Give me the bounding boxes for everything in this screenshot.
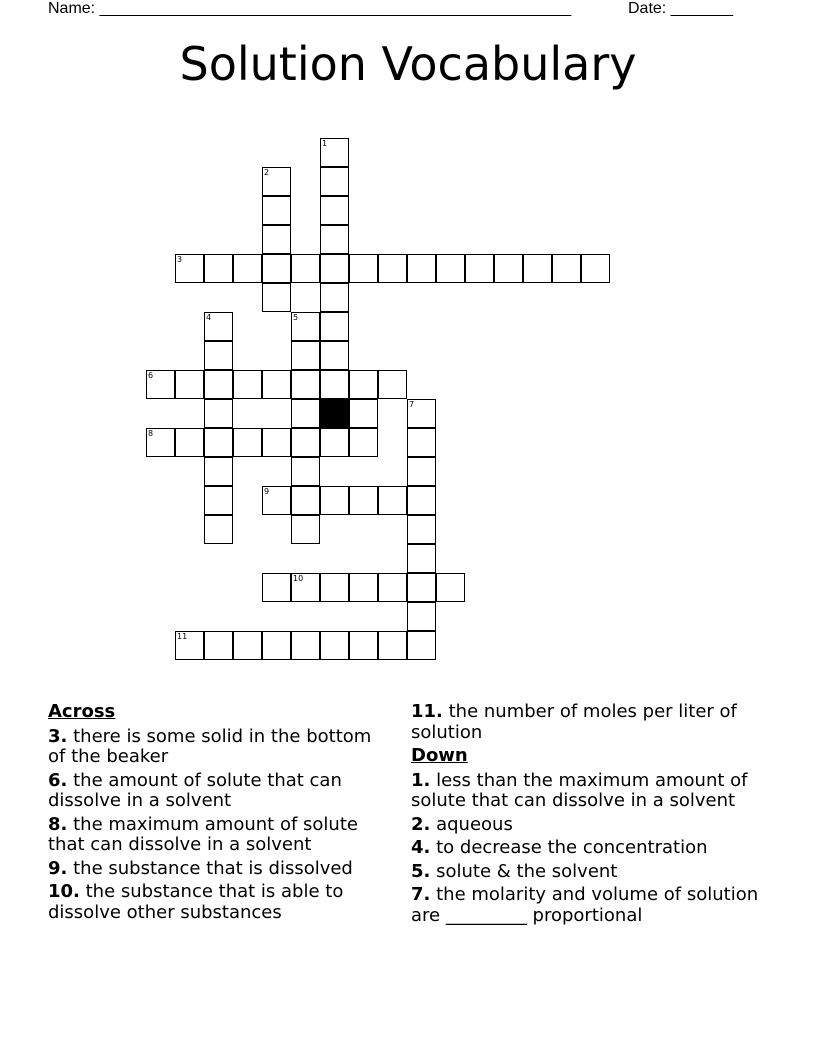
crossword-cell[interactable]	[407, 602, 436, 631]
crossword-cell[interactable]	[204, 341, 233, 370]
cell-number: 3	[177, 255, 183, 264]
clue-text: the substance that is able to dissolve other substances	[48, 881, 344, 923]
crossword-cell[interactable]	[349, 254, 378, 283]
crossword-cell[interactable]	[581, 254, 610, 283]
crossword-cell[interactable]	[262, 225, 291, 254]
crossword-cell[interactable]	[262, 631, 291, 660]
crossword-cell[interactable]	[349, 486, 378, 515]
clue-across-10	[48, 882, 388, 923]
clue-down-4	[411, 838, 771, 859]
crossword-cell[interactable]	[204, 486, 233, 515]
cell-number: 1	[322, 139, 328, 148]
crossword-cell[interactable]	[262, 370, 291, 399]
clue-number: 2.	[411, 813, 431, 835]
crossword-cell[interactable]	[349, 573, 378, 602]
crossword-cell[interactable]	[378, 486, 407, 515]
crossword-cell[interactable]	[291, 428, 320, 457]
clue-text: the maximum amount of solute that can dissolve in a solvent	[48, 813, 358, 855]
cell-number: 9	[264, 487, 270, 496]
clues-left-column	[48, 702, 388, 926]
crossword-cell[interactable]	[204, 312, 233, 341]
cell-number: 5	[293, 313, 299, 322]
crossword-cell[interactable]	[291, 399, 320, 428]
crossword-cell[interactable]	[262, 428, 291, 457]
clue-number: 5.	[411, 860, 431, 882]
crossword-cell[interactable]	[494, 254, 523, 283]
crossword-cell[interactable]	[349, 428, 378, 457]
clue-number: 10.	[48, 881, 80, 902]
crossword-cell[interactable]	[291, 486, 320, 515]
cell-number: 6	[148, 371, 154, 380]
clue-across-8	[48, 815, 388, 856]
crossword-cell[interactable]	[262, 486, 291, 515]
cell-number: 2	[264, 168, 270, 177]
crossword-cell[interactable]	[146, 370, 175, 399]
crossword-cell[interactable]	[204, 515, 233, 544]
crossword-cell[interactable]	[320, 486, 349, 515]
crossword-cell[interactable]	[407, 399, 436, 428]
cell-number: 8	[148, 429, 154, 438]
across-heading: Across	[48, 701, 116, 722]
clue-across-9	[48, 859, 388, 880]
crossword-cell[interactable]	[407, 515, 436, 544]
crossword-cell[interactable]	[320, 138, 349, 167]
crossword-cell[interactable]	[204, 631, 233, 660]
clue-text: solute & the solvent	[430, 860, 618, 882]
crossword-cell[interactable]	[378, 370, 407, 399]
clue-down-7	[411, 885, 771, 926]
crossword-cell[interactable]	[233, 370, 262, 399]
crossword-cell[interactable]	[262, 196, 291, 225]
crossword-cell[interactable]	[204, 254, 233, 283]
crossword-cell[interactable]	[320, 573, 349, 602]
clue-text: aqueous	[430, 813, 513, 835]
crossword-cell[interactable]	[465, 254, 494, 283]
clue-text: to decrease the concentration	[430, 837, 708, 858]
crossword-cell[interactable]	[320, 283, 349, 312]
crossword-cell[interactable]	[233, 254, 262, 283]
crossword-cell[interactable]	[320, 167, 349, 196]
clue-number: 6.	[48, 769, 68, 791]
crossword-cell[interactable]	[291, 254, 320, 283]
crossword-cell[interactable]	[175, 254, 204, 283]
clue-text: there is some solid in the bottom of the beaker	[48, 725, 372, 767]
crossword-cell[interactable]	[175, 631, 204, 660]
crossword-cell[interactable]	[262, 167, 291, 196]
crossword-cell[interactable]	[378, 631, 407, 660]
page-title: Solution Vocabulary	[179, 37, 637, 91]
crossword-cell[interactable]	[349, 370, 378, 399]
black-square	[320, 399, 349, 428]
crossword-cell[interactable]	[233, 631, 262, 660]
crossword-cell[interactable]	[320, 254, 349, 283]
cell-number: 10	[293, 574, 304, 583]
clue-number: 9.	[48, 857, 68, 879]
date-field-label[interactable]: Date: _______	[628, 0, 733, 17]
cell-number: 4	[206, 313, 212, 322]
crossword-cell[interactable]	[349, 399, 378, 428]
clue-down-5	[411, 862, 771, 883]
crossword-cell[interactable]	[291, 573, 320, 602]
down-heading: Down	[411, 745, 468, 766]
clue-text: the substance that is dissolved	[67, 857, 353, 879]
crossword-cell[interactable]	[552, 254, 581, 283]
crossword-cell[interactable]	[320, 225, 349, 254]
crossword-cell[interactable]	[204, 399, 233, 428]
crossword-cell[interactable]	[291, 312, 320, 341]
clue-down-1	[411, 771, 771, 812]
crossword-cell[interactable]	[204, 370, 233, 399]
crossword-cell[interactable]	[407, 631, 436, 660]
crossword-cell[interactable]	[407, 428, 436, 457]
crossword-cell[interactable]	[320, 428, 349, 457]
crossword-cell[interactable]	[262, 573, 291, 602]
crossword-cell[interactable]	[523, 254, 552, 283]
crossword-cell[interactable]	[378, 573, 407, 602]
crossword-cell[interactable]	[146, 428, 175, 457]
crossword-cell[interactable]	[175, 428, 204, 457]
name-field-label[interactable]: Name: _____________________________________________________	[48, 0, 572, 17]
crossword-cell[interactable]	[291, 341, 320, 370]
clue-number: 11.	[411, 701, 443, 722]
crossword-cell[interactable]	[233, 428, 262, 457]
crossword-cell[interactable]	[204, 428, 233, 457]
crossword-cell[interactable]	[407, 573, 436, 602]
crossword-cell[interactable]	[320, 341, 349, 370]
clue-number: 4.	[411, 837, 431, 858]
clue-text: the molarity and volume of solution are _________ proportional	[411, 884, 759, 926]
crossword-cell[interactable]	[407, 486, 436, 515]
crossword-cell[interactable]	[262, 283, 291, 312]
clues-right-column	[411, 702, 771, 929]
cell-number: 11	[177, 632, 188, 641]
clue-text: the amount of solute that can dissolve in a solvent	[48, 769, 342, 811]
crossword-cell[interactable]	[407, 254, 436, 283]
crossword-cell[interactable]	[291, 457, 320, 486]
clue-text: less than the maximum amount of solute that can dissolve in a solvent	[411, 769, 748, 811]
crossword-cell[interactable]	[320, 370, 349, 399]
clue-number: 3.	[48, 725, 68, 747]
clue-across-6	[48, 771, 388, 812]
crossword-cell[interactable]	[204, 457, 233, 486]
crossword-cell[interactable]	[436, 254, 465, 283]
clue-across-11	[411, 702, 771, 743]
crossword-cell[interactable]	[291, 515, 320, 544]
crossword-cell[interactable]	[349, 631, 378, 660]
crossword-cell[interactable]	[407, 457, 436, 486]
crossword-cell[interactable]	[320, 196, 349, 225]
crossword-cell[interactable]	[436, 573, 465, 602]
crossword-cell[interactable]	[291, 631, 320, 660]
cell-number: 7	[409, 400, 415, 409]
clue-text: the number of moles per liter of solution	[411, 701, 737, 743]
clue-number: 1.	[411, 769, 431, 791]
crossword-cell[interactable]	[291, 370, 320, 399]
crossword-cell[interactable]	[175, 370, 204, 399]
crossword-cell[interactable]	[320, 312, 349, 341]
clue-down-2	[411, 815, 771, 836]
clue-across-3	[48, 727, 388, 768]
crossword-cell[interactable]	[262, 254, 291, 283]
clue-number: 7.	[411, 884, 431, 905]
clue-number: 8.	[48, 813, 68, 835]
crossword-cell[interactable]	[378, 254, 407, 283]
crossword-cell[interactable]	[407, 544, 436, 573]
crossword-cell[interactable]	[320, 631, 349, 660]
